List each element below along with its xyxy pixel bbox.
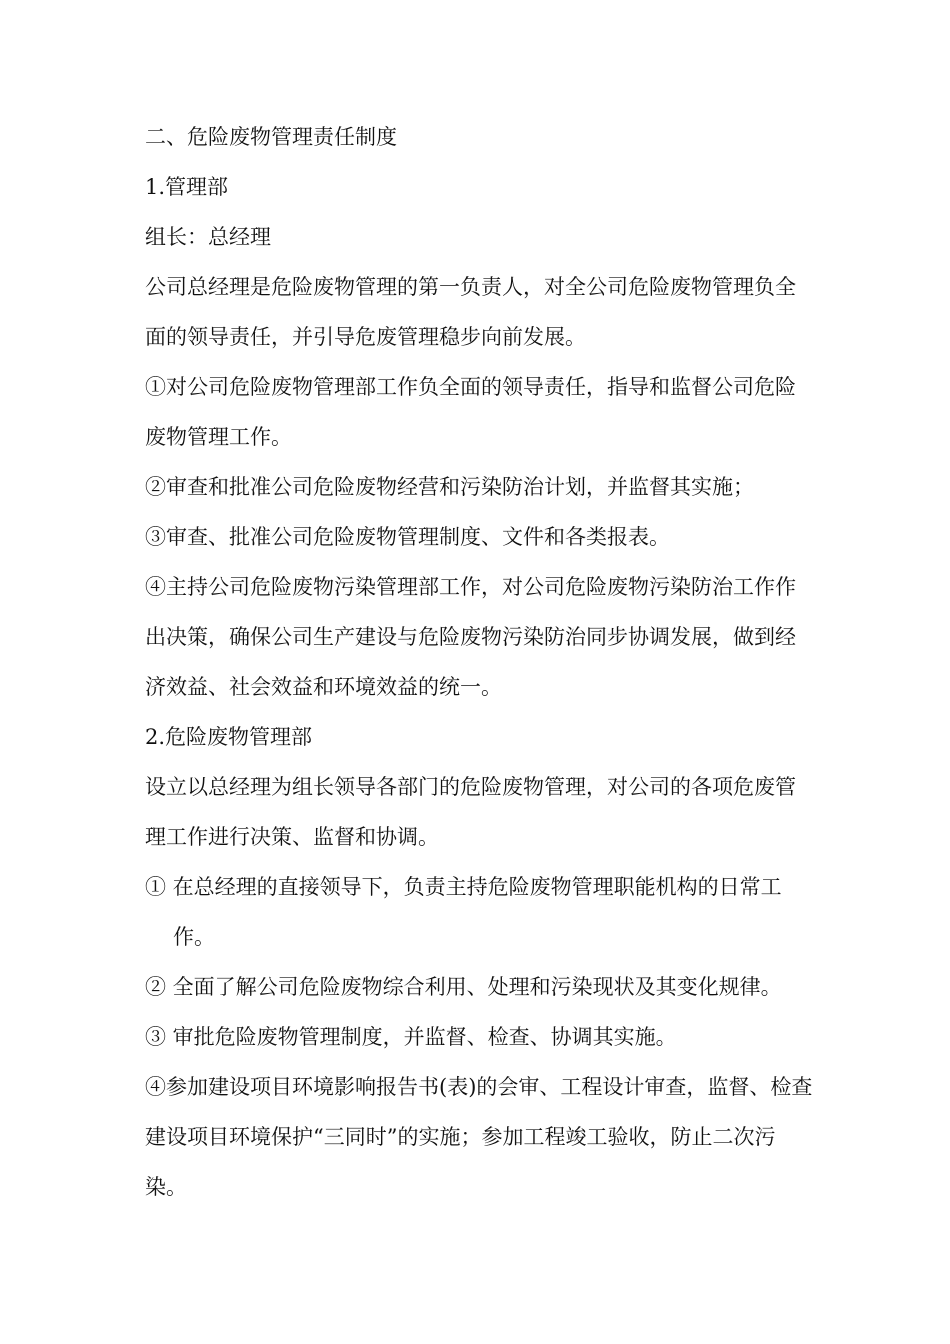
part1-leader: 组长：总经理 bbox=[145, 225, 271, 249]
part1-heading: 1.管理部 bbox=[145, 175, 229, 199]
part1-intro: 公司总经理是危险废物管理的第一负责人，对全公司危险废物管理负全面的领导责任，并引导危废管理稳步向前发展。 bbox=[145, 275, 796, 349]
part1-item-1: ①对公司危险废物管理部工作负全面的领导责任，指导和监督公司危险废物管理工作。 bbox=[145, 375, 796, 449]
part2-heading: 2.危险废物管理部 bbox=[145, 725, 313, 749]
section-title: 二、危险废物管理责任制度 bbox=[145, 125, 397, 149]
part2-item-2: ② 全面了解公司危险废物综合利用、处理和污染现状及其变化规律。 bbox=[145, 975, 782, 999]
part2-item-4: ④参加建设项目环境影响报告书(表)的会审、工程设计审查，监督、检查建设项目环境保护“三同时”的实施；参加工程竣工验收，防止二次污染。 bbox=[145, 1075, 813, 1199]
document-body bbox=[145, 112, 815, 1212]
part1-item-3: ③审查、批准公司危险废物管理制度、文件和各类报表。 bbox=[145, 525, 670, 549]
part1-item-2: ②审查和批准公司危险废物经营和污染防治计划，并监督其实施； bbox=[145, 475, 754, 499]
part2-intro: 设立以总经理为组长领导各部门的危险废物管理，对公司的各项危废管理工作进行决策、监督和协调。 bbox=[145, 775, 796, 849]
part1-item-4: ④主持公司危险废物污染管理部工作，对公司危险废物污染防治工作作出决策，确保公司生产建设与危险废物污染防治同步协调发展，做到经济效益、社会效益和环境效益的统一。 bbox=[145, 575, 796, 699]
part2-item-3: ③ 审批危险废物管理制度，并监督、检查、协调其实施。 bbox=[145, 1025, 677, 1049]
part2-item-1: ① 在总经理的直接领导下，负责主持危险废物管理职能机构的日常工作。 bbox=[145, 875, 782, 949]
